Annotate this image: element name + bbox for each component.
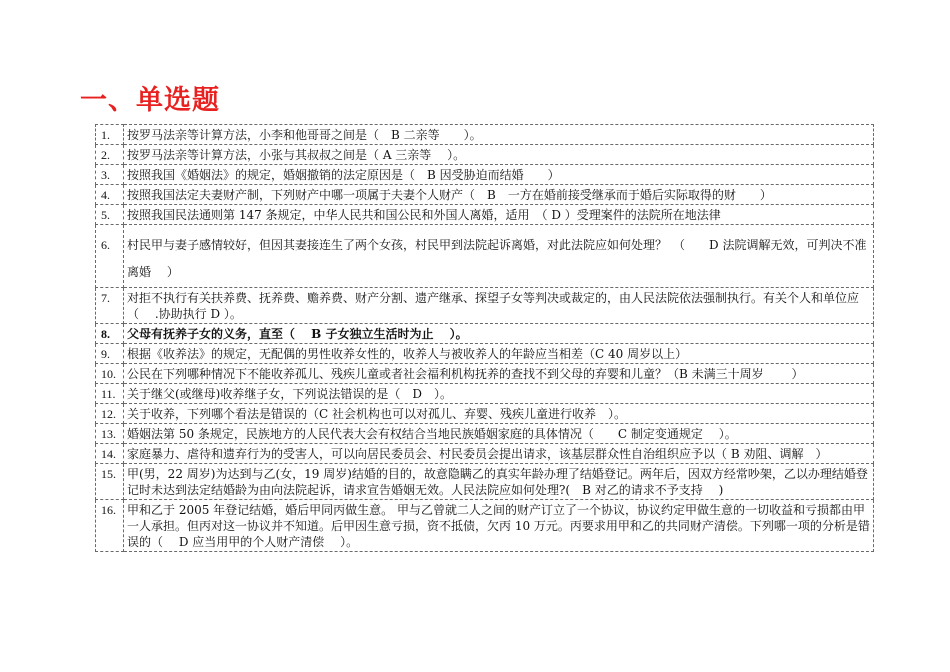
question-text: 甲(男，22 周岁)为达到与乙(女，19 周岁)结婚的目的，故意隐瞒乙的真实年龄办理了结婚登记。两年后，因双方经常吵架，乙以办理结婚登记时未达到法定结婚龄为由向法院起诉，请求宣告婚姻无效。人民法院应如何处理?( B 对乙的请求不予支持 ) <box>124 464 874 500</box>
question-row-12 <box>96 404 874 424</box>
question-number: 16. <box>96 500 124 552</box>
question-text: 关于收养，下列哪个看法是错误的（C 社会机构也可以对孤儿、弃婴、残疾儿童进行收养 ）。 <box>124 404 874 424</box>
question-text: 公民在下列哪种情况下不能收养孤儿、残疾儿童或者社会福利机构抚养的查找不到父母的弃婴和儿童？（B 未满三十周岁 ） <box>124 364 874 384</box>
question-text: 关于继父(或继母)收养继子女，下列说法错误的是（ D ）。 <box>124 384 874 404</box>
question-text: 根据《收养法》的规定，无配偶的男性收养女性的，收养人与被收养人的年龄应当相差（C 40 周岁以上） <box>124 344 874 364</box>
question-table <box>95 124 874 552</box>
question-text: 婚姻法第 50 条规定，民族地方的人民代表大会有权结合当地民族婚姻家庭的具体情况（ C 制定变通规定 ）。 <box>124 424 874 444</box>
question-row-10 <box>96 364 874 384</box>
question-number: 5. <box>96 205 124 225</box>
question-row-3 <box>96 165 874 185</box>
question-row-9 <box>96 344 874 364</box>
question-row-4 <box>96 185 874 205</box>
question-number: 10. <box>96 364 124 384</box>
question-number: 4. <box>96 185 124 205</box>
question-number: 1. <box>96 125 124 145</box>
question-number: 12. <box>96 404 124 424</box>
question-text: 甲和乙于 2005 年登记结婚，婚后甲同丙做生意。 甲与乙曾就二人之间的财产订立了一个协议，协议约定甲做生意的一切收益和亏损都由甲一人承担。但丙对这一协议并不知道。后甲因生意亏损，资不抵债，欠丙 10 万元。丙要求用甲和乙的共同财产清偿。下列哪一项的分析是错误的（ D 应当用甲的个人财产清偿 ）。 <box>124 500 874 552</box>
question-number: 6. <box>96 225 124 288</box>
question-text: 按罗马法亲等计算方法，小张与其叔叔之间是（ A 三亲等 ）。 <box>124 145 874 165</box>
page-title: 一、单选题 <box>80 85 220 116</box>
question-text: 按照我国《婚姻法》的规定，婚姻撤销的法定原因是（ B 因受胁迫而结婚 ） <box>124 165 874 185</box>
question-number: 15. <box>96 464 124 500</box>
question-row-16 <box>96 500 874 552</box>
question-row-14 <box>96 444 874 464</box>
question-number: 8. <box>96 324 124 344</box>
question-number: 9. <box>96 344 124 364</box>
question-text: 按罗马法亲等计算方法，小李和他哥哥之间是（ B 二亲等 ）。 <box>124 125 874 145</box>
question-text: 村民甲与妻子感情较好，但因其妻接连生了两个女孩，村民甲到法院起诉离婚，对此法院应如何处理？ （ D 法院调解无效，可判决不准离婚 ） <box>124 225 874 288</box>
question-text: 家庭暴力、虐待和遗弃行为的受害人，可以向居民委员会、村民委员会提出请求，该基层群众性自治组织应予以（ B 劝阻、调解 ） <box>124 444 874 464</box>
question-row-15 <box>96 464 874 500</box>
question-number: 3. <box>96 165 124 185</box>
question-row-5 <box>96 205 874 225</box>
question-text: 对拒不执行有关扶养费、抚养费、赡养费、财产分割、遗产继承、探望子女等判决或裁定的，由人民法院依法强制执行。有关个人和单位应（ .协助执行 D ）。 <box>124 288 874 324</box>
question-row-2 <box>96 145 874 165</box>
question-number: 14. <box>96 444 124 464</box>
question-row-7 <box>96 288 874 324</box>
question-row-13 <box>96 424 874 444</box>
question-row-1 <box>96 125 874 145</box>
question-number: 11. <box>96 384 124 404</box>
question-row-11 <box>96 384 874 404</box>
question-row-6 <box>96 225 874 288</box>
question-row-8 <box>96 324 874 344</box>
question-number: 2. <box>96 145 124 165</box>
question-text: 按照我国法定夫妻财产制，下列财产中哪一项属于夫妻个人财产（ B 一方在婚前接受继承而于婚后实际取得的财 ） <box>124 185 874 205</box>
question-text: 父母有抚养子女的义务，直至（ B 子女独立生活时为止 ）。 <box>124 324 874 344</box>
question-number: 7. <box>96 288 124 324</box>
question-number: 13. <box>96 424 124 444</box>
question-text: 按照我国民法通则第 147 条规定，中华人民共和国公民和外国人离婚，适用 （ D ）受理案件的法院所在地法律 <box>124 205 874 225</box>
